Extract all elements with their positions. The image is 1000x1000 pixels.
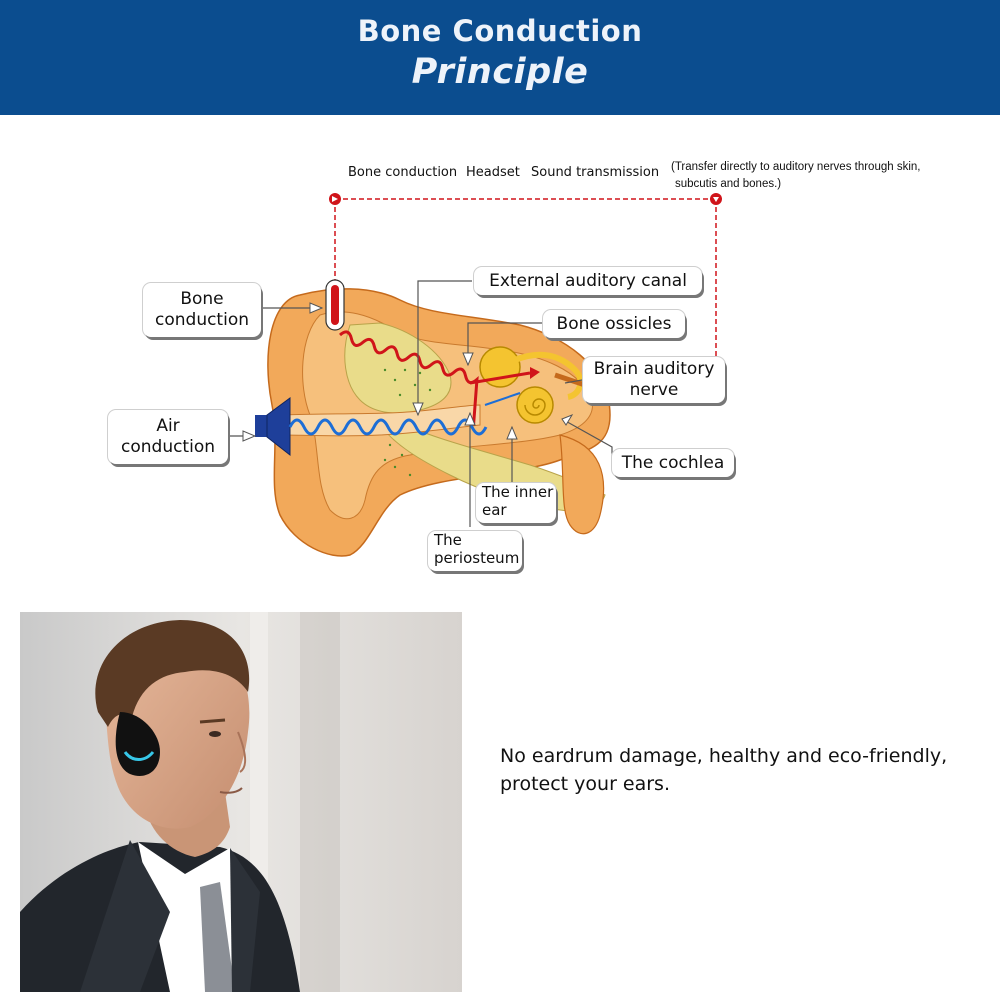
bone-transducer-icon [326, 280, 344, 330]
note-line-1: (Transfer directly to auditory nerves through skin, [671, 161, 921, 173]
transmission-note [671, 159, 921, 193]
label-brain-auditory-nerve: Brain auditory nerve [583, 357, 725, 403]
label-bone-ossicles: Bone ossicles [543, 310, 685, 338]
title-line-1: Bone Conduction [357, 14, 643, 48]
slogan-line-1: No eardrum damage, healthy and eco-friendly, [500, 745, 948, 767]
header-headset: Headset [466, 165, 520, 180]
title-line-2: Principle [411, 52, 589, 92]
label-cochlea: The cochlea [612, 449, 734, 477]
label-air-conduction: Air conduction [108, 410, 228, 464]
label-external-auditory-canal: External auditory canal [474, 267, 702, 295]
note-line-2: subcutis and bones.) [675, 178, 782, 190]
label-periosteum: The periosteum [428, 531, 522, 571]
header-sound-transmission: Sound transmission [531, 165, 660, 180]
model-photo [20, 612, 462, 992]
label-bone-conduction: Bone conduction [143, 283, 261, 337]
ear-diagram [0, 115, 1000, 605]
slogan-line-2: protect your ears. [500, 773, 670, 795]
header-bone-conduction: Bone conduction [348, 165, 458, 180]
slogan-text [500, 742, 980, 798]
title-banner [0, 0, 1000, 115]
label-inner-ear: The inner ear [476, 483, 556, 523]
